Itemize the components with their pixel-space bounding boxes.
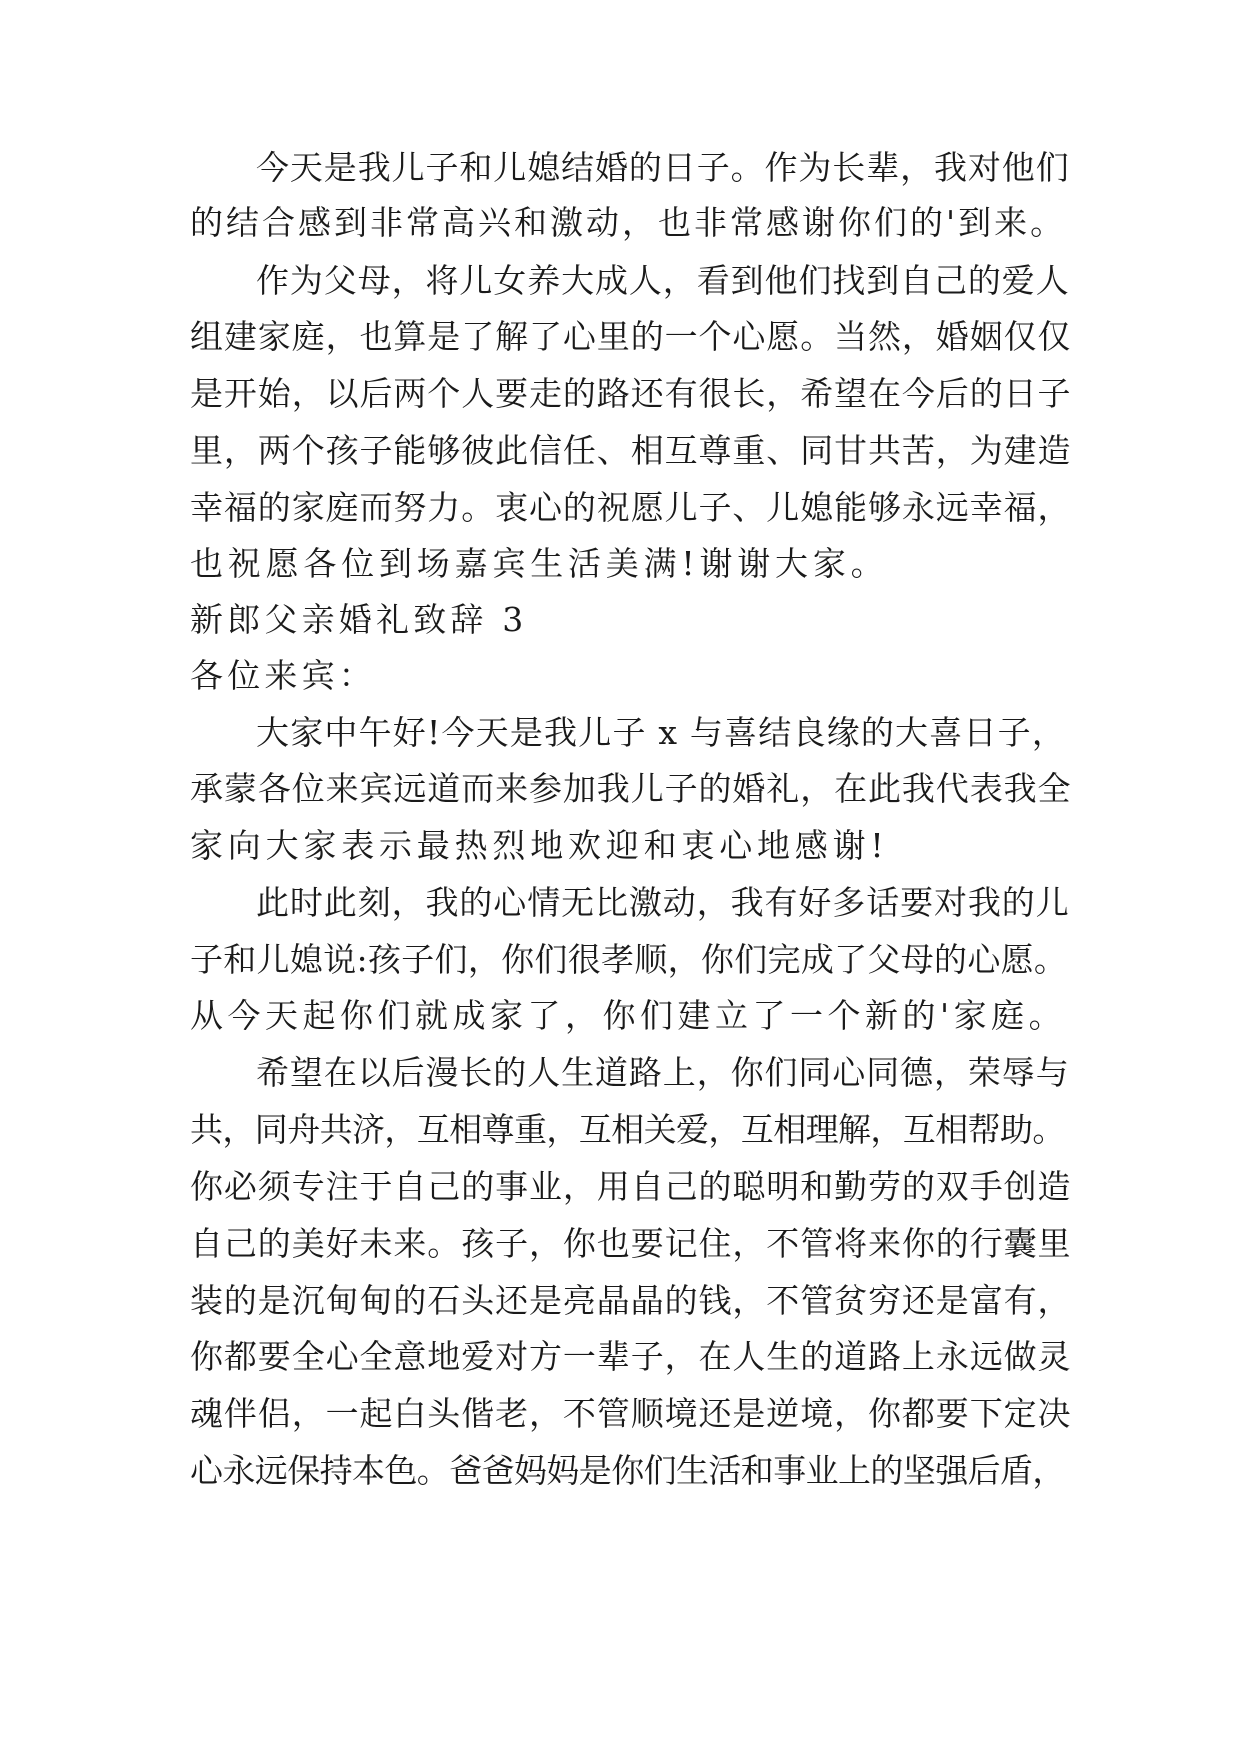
salutation: 各位来宾：	[190, 656, 376, 695]
paragraph-line: 是开始，以后两个人要走的路还有很长，希望在今后的日子	[190, 374, 1072, 413]
paragraph-line: 此时此刻，我的心情无比激动，我有好多话要对我的儿	[256, 883, 1070, 922]
paragraph-line: 承蒙各位来宾远道而来参加我儿子的婚礼，在此我代表我全	[190, 769, 1072, 808]
paragraph-line: 家向大家表示最热烈地欢迎和衷心地感谢!	[190, 826, 889, 865]
paragraph-line: 你必须专注于自己的事业，用自己的聪明和勤劳的双手创造	[190, 1167, 1072, 1206]
paragraph-line: 里，两个孩子能够彼此信任、相互尊重、同甘共苦，为建造	[190, 431, 1072, 470]
paragraph-line: 大家中午好!今天是我儿子 x 与喜结良缘的大喜日子，	[256, 713, 1067, 752]
paragraph-line: 今天是我儿子和儿媳结婚的日子。作为长辈，我对他们	[256, 148, 1070, 187]
section-heading: 新郎父亲婚礼致辞 3	[190, 600, 528, 639]
paragraph-line: 你都要全心全意地爱对方一辈子，在人生的道路上永远做灵	[190, 1337, 1072, 1376]
paragraph-line: 心永远保持本色。爸爸妈妈是你们生活和事业上的坚强后盾，	[190, 1451, 1065, 1490]
paragraph-line: 子和儿媳说:孩子们，你们很孝顺，你们完成了父母的心愿。	[190, 940, 1068, 979]
paragraph-line: 的结合感到非常高兴和激动，也非常感谢你们的'到来。	[190, 203, 1067, 242]
paragraph-line: 作为父母，将儿女养大成人，看到他们找到自己的爱人	[256, 261, 1070, 300]
paragraph-line: 自己的美好未来。孩子，你也要记住，不管将来你的行囊里	[190, 1224, 1072, 1263]
paragraph-line: 组建家庭，也算是了解了心里的一个心愿。当然，婚姻仅仅	[190, 317, 1072, 356]
paragraph-line: 也祝愿各位到场嘉宾生活美满!谢谢大家。	[190, 544, 889, 583]
paragraph-line: 希望在以后漫长的人生道路上，你们同心同德，荣辱与	[256, 1053, 1070, 1092]
paragraph-line: 幸福的家庭而努力。衷心的祝愿儿子、儿媳能够永远幸福，	[190, 488, 1072, 527]
paragraph-line: 从今天起你们就成家了，你们建立了一个新的'家庭。	[190, 996, 1067, 1035]
paragraph-line: 魂伴侣，一起白头偕老，不管顺境还是逆境，你都要下定决	[190, 1394, 1072, 1433]
paragraph-line: 共，同舟共济，互相尊重，互相关爱，互相理解，互相帮助。	[190, 1110, 1065, 1149]
paragraph-line: 装的是沉甸甸的石头还是亮晶晶的钱，不管贫穷还是富有，	[190, 1281, 1072, 1320]
